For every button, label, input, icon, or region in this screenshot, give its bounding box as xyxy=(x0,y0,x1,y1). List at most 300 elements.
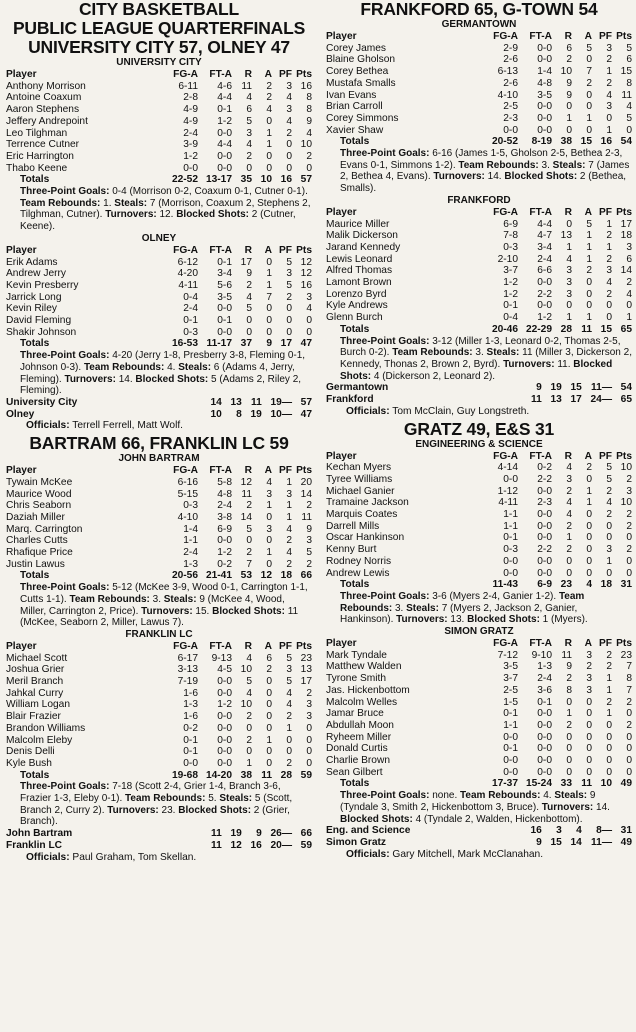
stat-cell: 1 xyxy=(586,485,592,497)
column-header: Player xyxy=(6,244,37,256)
stat-cell: 11 xyxy=(301,511,312,523)
stat-cell: 0-1 xyxy=(537,696,552,708)
column-header: Pts xyxy=(616,450,632,462)
section-title: CITY BASKETBALL xyxy=(78,0,239,19)
stat-cell: 3 xyxy=(286,664,292,676)
line-score-value: 11 xyxy=(251,396,262,408)
line-score-team: Eng. and Science xyxy=(326,825,411,837)
stat-cell: 2-2 xyxy=(537,544,552,556)
stat-cell: 0-0 xyxy=(217,711,232,723)
note-key: Team Rebounds: xyxy=(392,347,473,359)
team-name: GERMANTOWN xyxy=(441,19,517,30)
stat-cell: 23 xyxy=(620,649,632,661)
stat-cell: 0 xyxy=(566,755,572,767)
totals-cell: 53 xyxy=(240,570,252,582)
note-value: 14. xyxy=(484,171,505,183)
stat-cell: 0 xyxy=(566,124,572,136)
stat-cell: 2 xyxy=(286,535,292,547)
totals-cell: 6-9 xyxy=(537,579,552,591)
stat-cell: 2 xyxy=(606,54,612,66)
stat-cell: 3 xyxy=(306,291,312,303)
stat-cell: 0 xyxy=(246,162,252,174)
stat-cell: 0 xyxy=(246,326,252,338)
stat-cell: 7-19 xyxy=(177,676,198,688)
player-row xyxy=(326,300,632,312)
player-row xyxy=(6,664,312,676)
stat-cell: 2 xyxy=(606,230,612,242)
player-row xyxy=(326,697,632,709)
team-name: SIMON GRATZ xyxy=(444,626,514,638)
stat-cell: 0 xyxy=(306,722,312,734)
stat-cell: 2 xyxy=(566,54,572,66)
player-row xyxy=(326,289,632,301)
line-score-team: Germantown xyxy=(326,382,389,394)
game-box-bartram-franklin xyxy=(6,434,312,863)
player-row xyxy=(326,509,632,521)
stat-cell: 0-1 xyxy=(217,256,232,268)
line-score-value: 9 xyxy=(536,837,542,848)
stat-cell: 2 xyxy=(626,696,632,708)
note-key: Three-Point Goals: xyxy=(340,790,430,802)
line-score-value: 11 xyxy=(211,839,222,851)
stat-cell: 9 xyxy=(566,661,572,673)
stat-cell: 3-7 xyxy=(503,265,518,277)
player-row xyxy=(326,54,632,66)
stat-cell: 0-1 xyxy=(503,532,518,544)
team-name: FRANKFORD xyxy=(447,194,511,206)
player-row xyxy=(6,139,312,151)
stat-cell: 2 xyxy=(566,520,572,532)
stat-cell: 7 xyxy=(246,558,252,570)
note-key: Three-Point Goals: xyxy=(340,148,430,160)
stat-cell: 4 xyxy=(246,139,252,151)
column-header: PF xyxy=(598,31,612,42)
team-notes xyxy=(6,186,312,233)
note-value: 3-6 (Myers 2-4, Ganier 1-2). xyxy=(429,590,559,602)
player-row xyxy=(326,474,632,486)
stat-cell: 0-0 xyxy=(217,676,232,688)
stat-cell: 0-0 xyxy=(217,757,232,769)
player-name: William Logan xyxy=(6,699,70,711)
note-value: 11 (Miller 3, Dickerson 2, Kennedy, Thonas 2, Brown 2, Byrd). xyxy=(340,347,632,370)
stat-cell: 0 xyxy=(586,300,592,312)
stat-cell: 0 xyxy=(266,535,272,547)
column-header: FT-A xyxy=(209,465,232,477)
column-header: R xyxy=(564,638,572,650)
column-header: PF xyxy=(598,638,612,650)
stat-cell: 13 xyxy=(560,230,572,242)
totals-cell: 10 xyxy=(600,778,612,790)
stat-cell: 2 xyxy=(286,291,292,303)
stat-cell: 3-8 xyxy=(217,511,232,523)
stat-cell: 1-6 xyxy=(183,711,198,723)
stat-cell: 0 xyxy=(586,708,592,720)
stat-cell: 0 xyxy=(586,532,592,544)
line-score-value: 59 xyxy=(300,839,312,851)
totals-cell: 22-29 xyxy=(525,323,552,335)
stat-cell: 1 xyxy=(586,112,592,124)
stat-cell: 0-0 xyxy=(537,555,552,567)
stat-cell: 16 xyxy=(300,279,312,291)
player-name: Corey Simmons xyxy=(326,112,399,124)
column-header: PF xyxy=(278,640,292,652)
officials xyxy=(326,849,632,861)
stat-cell: 20 xyxy=(300,476,312,488)
stat-cell: 23 xyxy=(300,652,312,664)
note-value: 13. xyxy=(447,614,468,626)
stat-cell: 5 xyxy=(286,256,292,268)
totals-cell: 20-56 xyxy=(171,570,198,582)
stat-cell: 2 xyxy=(266,664,272,676)
stat-cell: 0 xyxy=(586,719,592,731)
totals-cell: 47 xyxy=(300,338,312,350)
stat-cell: 5 xyxy=(626,112,632,124)
note-key: Blocked Shots: xyxy=(504,171,578,183)
column-header: Pts xyxy=(616,31,632,42)
totals-cell: 22-52 xyxy=(171,174,198,186)
stat-cell: 2 xyxy=(286,558,292,570)
stat-cell: 0 xyxy=(586,731,592,743)
player-name: Tywain McKee xyxy=(6,476,73,488)
player-row xyxy=(326,90,632,102)
stat-cell: 2 xyxy=(306,150,312,162)
column-header: FT-A xyxy=(209,69,232,80)
player-name: Lamont Brown xyxy=(326,277,392,289)
line-score-row xyxy=(6,840,312,852)
stat-cell: 2-6 xyxy=(503,77,518,89)
player-row xyxy=(6,81,312,93)
stat-cell: 5 xyxy=(626,42,632,54)
stat-cell: 1 xyxy=(566,532,572,544)
note-value: 3. xyxy=(392,602,407,614)
stat-cell: 2 xyxy=(246,150,252,162)
line-score-value: 17 xyxy=(570,394,582,406)
stat-cell: 3 xyxy=(586,649,592,661)
player-row xyxy=(326,568,632,580)
stat-cell: 2 xyxy=(586,462,592,474)
totals-cell: Totals xyxy=(20,338,50,350)
player-name: Sean Gilbert xyxy=(326,766,383,778)
note-value: 2 (Grier, Branch). xyxy=(20,804,290,828)
player-row xyxy=(6,547,312,559)
stat-cell: 14 xyxy=(300,488,312,500)
stat-cell: 0 xyxy=(246,746,252,758)
player-name: Thabo Keene xyxy=(6,162,68,174)
player-name: Glenn Burch xyxy=(326,312,383,324)
totals-row xyxy=(6,570,312,582)
line-score-value: 8 xyxy=(236,408,242,420)
note-key: Three-Point Goals: xyxy=(340,335,430,347)
stat-cell: 2 xyxy=(626,719,632,731)
stat-cell: 2-8 xyxy=(183,92,198,104)
box-score-table xyxy=(6,465,312,582)
stat-cell: 4-6 xyxy=(217,80,232,92)
stat-cell: 0 xyxy=(566,731,572,743)
line-score xyxy=(326,825,632,848)
stat-cell: 1 xyxy=(286,500,292,512)
line-score-row xyxy=(6,828,312,840)
stat-cell: 2-3 xyxy=(537,497,552,509)
stat-cell: 5 xyxy=(606,473,612,485)
line-score-value: 20 xyxy=(270,839,282,851)
line-score-value: — xyxy=(601,382,612,394)
stat-cell: 0 xyxy=(586,520,592,532)
note-value: 5 (Adams 2, Riley 2, Fleming). xyxy=(20,373,302,397)
column-header: Pts xyxy=(616,206,632,218)
line-score-value: 57 xyxy=(300,396,312,408)
team-notes xyxy=(6,582,312,629)
totals-cell: 28 xyxy=(280,769,292,781)
stat-cell: 0 xyxy=(566,766,572,778)
stat-cell: 0-0 xyxy=(503,124,518,136)
note-value: 11. xyxy=(554,358,574,370)
line-score-value: 49 xyxy=(620,837,632,848)
column-header: FT-A xyxy=(209,640,232,652)
player-row xyxy=(6,315,312,327)
stat-cell: 0-0 xyxy=(537,743,552,755)
stat-cell: 0 xyxy=(566,743,572,755)
totals-cell: Totals xyxy=(340,778,370,790)
player-name: Daziah Miller xyxy=(6,511,65,523)
box-score-table xyxy=(326,31,632,148)
player-name: Erik Adams xyxy=(6,256,58,268)
player-row xyxy=(6,500,312,512)
note-key: Blocked Shots: xyxy=(178,804,252,816)
note-key: Turnovers: xyxy=(64,373,116,385)
player-name: Jarand Kennedy xyxy=(326,241,401,253)
note-key: Three-Point Goals: xyxy=(20,350,110,362)
player-name: Marquis Coates xyxy=(326,509,398,521)
player-row xyxy=(326,497,632,509)
game-title: FRANKFORD 65, G-TOWN 54 xyxy=(360,0,598,19)
stat-cell: 0-0 xyxy=(537,520,552,532)
note-value: 3. xyxy=(538,159,553,171)
player-name: Xavier Shaw xyxy=(326,124,384,136)
stat-cell: 0 xyxy=(286,326,292,338)
player-row xyxy=(326,486,632,498)
stat-cell: 10 xyxy=(620,497,632,509)
note-key: Team Rebounds: xyxy=(69,593,150,605)
stat-cell: 2 xyxy=(566,719,572,731)
stat-cell: 0-0 xyxy=(217,303,232,315)
stat-cell: 6-9 xyxy=(503,218,518,230)
note-value: 4-20 (Jerry 1-8, Presberry 3-8, Fleming 0-1, Johnson 0-3). xyxy=(20,350,306,373)
note-value: 7-18 (Scott 2-4, Grier 1-4, Branch 3-6, Frazier 1-3, Eleby 0-1). xyxy=(20,781,281,805)
line-score-value: 13 xyxy=(550,394,562,406)
stat-cell: 5-15 xyxy=(177,488,198,500)
header-row xyxy=(6,69,312,81)
player-row xyxy=(326,66,632,78)
line-score-value: 12 xyxy=(230,839,242,851)
totals-row xyxy=(6,770,312,782)
player-name: Brandon Williams xyxy=(6,722,86,734)
player-name: Jarrick Long xyxy=(6,291,62,303)
player-name: Charles Cutts xyxy=(6,535,68,547)
player-name: Tyree Williams xyxy=(326,473,393,485)
player-row xyxy=(6,699,312,711)
player-name: Maurice Miller xyxy=(326,218,390,230)
stat-cell: 1 xyxy=(606,673,612,685)
player-row xyxy=(6,559,312,571)
team-notes xyxy=(326,148,632,195)
stat-cell: 0-0 xyxy=(217,746,232,758)
totals-cell: 13-17 xyxy=(205,174,232,186)
line-score-value: 16 xyxy=(530,825,542,837)
line-score-row xyxy=(326,394,632,406)
game-box-uc-olney xyxy=(6,38,312,432)
stat-cell: 0-0 xyxy=(217,150,232,162)
stat-cell: 4 xyxy=(626,101,632,113)
player-name: Jahkal Curry xyxy=(6,687,64,699)
stat-cell: 8 xyxy=(306,92,312,104)
note-value: 1. xyxy=(100,197,115,209)
line-score-value: 11 xyxy=(591,382,602,394)
note-key: Team Rebounds: xyxy=(83,361,165,373)
player-row xyxy=(326,732,632,744)
officials-label: Officials: xyxy=(346,405,390,417)
stat-cell: 7 xyxy=(626,684,632,696)
note-key: Steals: xyxy=(406,602,439,614)
player-name: Antoine Coaxum xyxy=(6,92,82,104)
totals-cell: 28 xyxy=(560,323,572,335)
player-name: Matthew Walden xyxy=(326,661,402,673)
stat-cell: 0-1 xyxy=(503,743,518,755)
player-row xyxy=(326,556,632,568)
stat-cell: 0 xyxy=(626,743,632,755)
stat-cell: 7 xyxy=(266,291,272,303)
stat-cell: 3 xyxy=(286,268,292,280)
stat-cell: 1-1 xyxy=(183,535,198,547)
totals-cell: 16 xyxy=(280,174,292,186)
stat-cell: 0 xyxy=(626,124,632,136)
officials-names: Paul Graham, Tom Skellan. xyxy=(69,851,197,863)
stat-cell: 1 xyxy=(586,241,592,253)
note-value: 6 (Adams 4, Jerry, Fleming). xyxy=(20,361,295,385)
player-name: Jas. Hickenbottom xyxy=(326,684,410,696)
note-key: Blocked Shots: xyxy=(340,813,413,825)
stat-cell: 0 xyxy=(246,722,252,734)
stat-cell: 4 xyxy=(626,288,632,300)
totals-cell: 20-52 xyxy=(491,136,518,148)
player-name: Marq. Carrington xyxy=(6,523,83,535)
stat-cell: 2 xyxy=(246,711,252,723)
column-header: A xyxy=(584,638,592,650)
box-score-table xyxy=(326,207,632,336)
player-row xyxy=(6,303,312,315)
player-name: Darrell Mills xyxy=(326,520,380,532)
totals-cell: 20-46 xyxy=(491,323,518,335)
stat-cell: 1 xyxy=(626,312,632,324)
player-name: Anthony Morrison xyxy=(6,80,86,92)
note-key: Turnovers: xyxy=(433,171,485,183)
game-box-gratz-es xyxy=(326,420,632,861)
stat-cell: 0 xyxy=(266,115,272,127)
stat-cell: 0 xyxy=(606,743,612,755)
stat-cell: 0 xyxy=(246,535,252,547)
line-score-value: 3 xyxy=(556,825,562,837)
box-score-table xyxy=(326,638,632,790)
stat-cell: 3 xyxy=(306,711,312,723)
stat-cell: 9 xyxy=(306,523,312,535)
stat-cell: 2-5 xyxy=(503,101,518,113)
stat-cell: 0 xyxy=(606,567,612,579)
totals-cell: 18 xyxy=(600,579,612,591)
header-row xyxy=(326,31,632,43)
player-row xyxy=(6,723,312,735)
totals-cell: 11-43 xyxy=(492,579,518,591)
stat-cell: 2-3 xyxy=(503,112,518,124)
stat-cell: 0-0 xyxy=(183,757,198,769)
stat-cell: 1 xyxy=(566,708,572,720)
stat-cell: 0 xyxy=(266,150,272,162)
player-name: Eric Harrington xyxy=(6,150,74,162)
stat-cell: 1 xyxy=(606,241,612,253)
stat-cell: 0 xyxy=(586,509,592,521)
totals-cell: 66 xyxy=(300,570,312,582)
player-row xyxy=(6,92,312,104)
stat-cell: 2-2 xyxy=(537,288,552,300)
stat-cell: 2-6 xyxy=(503,54,518,66)
player-name: Lewis Leonard xyxy=(326,253,393,265)
note-key: Steals: xyxy=(552,159,586,171)
stat-cell: 0 xyxy=(566,101,572,113)
line-score-value: 11 xyxy=(211,828,222,840)
officials xyxy=(6,852,312,864)
totals-cell: 12 xyxy=(260,570,272,582)
stat-cell: 2 xyxy=(566,544,572,556)
line-score-row xyxy=(326,837,632,849)
column-header: R xyxy=(244,465,252,477)
player-row xyxy=(6,257,312,269)
line-score-value: 47 xyxy=(300,408,312,420)
stat-cell: 4-4 xyxy=(537,218,552,230)
stat-cell: 11 xyxy=(241,80,252,92)
stat-cell: 0 xyxy=(286,315,292,327)
player-name: Abdullah Moon xyxy=(326,719,394,731)
stat-cell: 4-4 xyxy=(217,139,232,151)
stat-cell: 0 xyxy=(266,722,272,734)
player-name: Kechan Myers xyxy=(326,462,392,474)
stat-cell: 9 xyxy=(306,115,312,127)
stat-cell: 4-10 xyxy=(177,511,198,523)
note-value: 15. xyxy=(192,605,213,617)
stat-cell: 1-1 xyxy=(503,719,518,731)
player-row xyxy=(326,532,632,544)
player-row xyxy=(6,477,312,489)
stat-cell: 2 xyxy=(606,509,612,521)
totals-cell: 31 xyxy=(620,579,632,591)
player-name: Denis Delli xyxy=(6,746,55,758)
stat-cell: 0-3 xyxy=(503,241,518,253)
officials-label: Officials: xyxy=(26,851,70,863)
box-score-table xyxy=(326,451,632,591)
stat-cell: 0 xyxy=(266,711,272,723)
note-value: 2 (Cutner, Keene). xyxy=(20,209,296,233)
stat-cell: 11 xyxy=(561,649,572,661)
stat-cell: 4 xyxy=(566,509,572,521)
stat-cell: 7 xyxy=(586,66,592,78)
player-name: Michael Scott xyxy=(6,652,68,664)
stat-cell: 0-0 xyxy=(503,755,518,767)
note-value: 12. xyxy=(156,209,177,221)
stat-cell: 2-4 xyxy=(537,253,552,265)
stat-cell: 1-2 xyxy=(537,312,552,324)
totals-cell: 10 xyxy=(260,174,272,186)
player-row xyxy=(326,265,632,277)
stat-cell: 0 xyxy=(606,520,612,532)
stat-cell: 3 xyxy=(586,673,592,685)
stat-cell: 4 xyxy=(606,497,612,509)
